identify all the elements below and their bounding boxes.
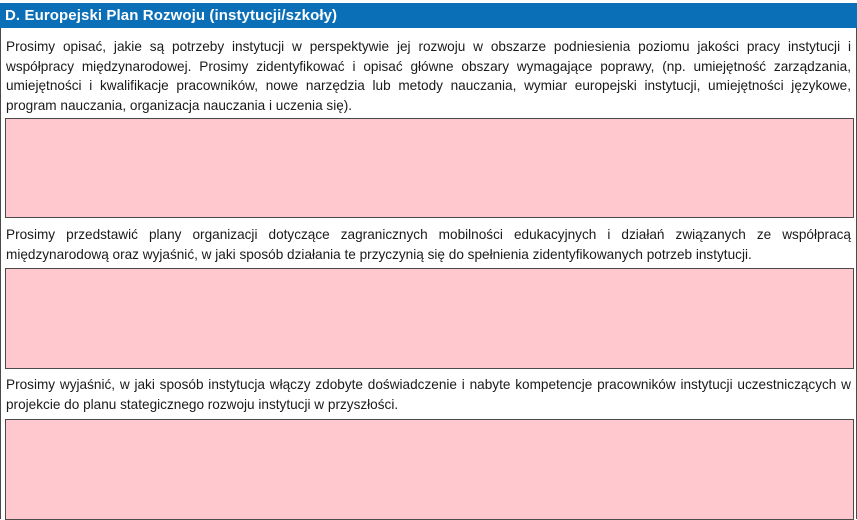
question-2-answer-field[interactable] — [5, 268, 854, 369]
question-3-answer-field[interactable] — [5, 419, 854, 520]
question-3-prompt: Prosimy wyjaśnić, w jaki sposób instytucja włączy zdobyte doświadczenie i nabyte kompetencje pracowników instytucji uczestniczących w projekcie do planu stategicznego rozwoju instytucji w przyszłości. — [6, 377, 851, 412]
question-1-answer-field[interactable] — [5, 118, 854, 218]
question-1-prompt: Prosimy opisać, jakie są potrzeby instytucji w perspektywie jej rozwoju w obszarze podniesienia poziomu jakości pracy instytucji i współpracy międzynarodowej. Prosimy zidentyfikować i opisać główne obszary wymagające poprawy, (np. umiejętność zarządzania, umiejętności i kwalifikacje pracowników, nowe narzędzia lub metody nauczania, wymiar europejski instytucji, umiejętności językowe, program nauczania, organizacja nauczania i uczenia się). — [6, 39, 851, 113]
question-2-prompt: Prosimy przedstawić plany organizacji dotyczące zagranicznych mobilności edukacyjnych i działań związanych ze współpracą międzynarodową oraz wyjaśnić, w jaki sposób działania te przyczynią się do spełnienia zidentyfikowanych potrzeb instytucji. — [6, 227, 851, 262]
frame-left-border — [0, 28, 1, 519]
section-header-d: D. Europejski Plan Rozwoju (instytucji/szkoły) — [0, 3, 857, 28]
